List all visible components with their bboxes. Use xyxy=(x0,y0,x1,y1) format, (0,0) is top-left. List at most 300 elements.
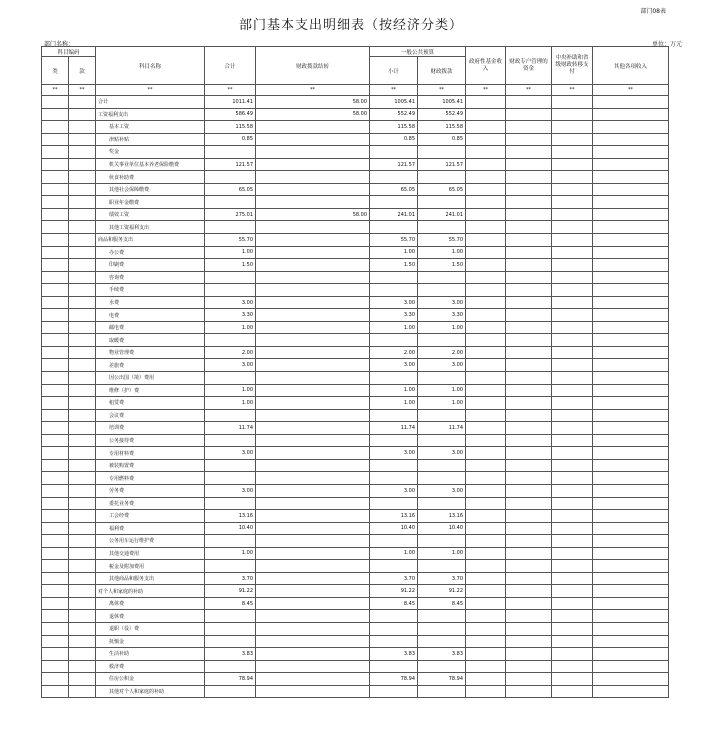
special-account-cell xyxy=(506,259,552,272)
fiscal-cell xyxy=(418,146,466,159)
lei-cell xyxy=(42,108,69,121)
carryover-cell xyxy=(256,146,370,159)
special-account-cell xyxy=(506,246,552,259)
lei-cell xyxy=(42,309,69,322)
special-account-cell xyxy=(506,434,552,447)
total-cell xyxy=(205,434,256,447)
subject-name-header: 科目名称 xyxy=(96,47,205,85)
kuan-cell xyxy=(69,535,96,548)
special-account-cell xyxy=(506,133,552,146)
fiscal-cell: 1005.41 xyxy=(418,96,466,109)
transfer-cell xyxy=(552,572,593,585)
subtotal-cell: 11.74 xyxy=(370,422,418,435)
carryover-cell xyxy=(256,597,370,610)
lei-cell xyxy=(42,673,69,686)
total-cell xyxy=(205,284,256,297)
gov-fund-cell xyxy=(466,648,506,661)
gov-fund-cell xyxy=(466,597,506,610)
other-income-cell xyxy=(593,622,669,635)
subject-name-cell: 委托业务费 xyxy=(96,497,205,510)
special-account-cell xyxy=(506,685,552,698)
fiscal-cell: 3.00 xyxy=(418,484,466,497)
lei-cell xyxy=(42,259,69,272)
lei-cell xyxy=(42,572,69,585)
table-row xyxy=(42,334,669,347)
other-income-cell xyxy=(593,208,669,221)
total-cell xyxy=(205,560,256,573)
subject-name-cell: 其他对个人和家庭的补助 xyxy=(96,685,205,698)
gov-fund-cell xyxy=(466,397,506,410)
total-cell xyxy=(205,146,256,159)
total-cell: 55.70 xyxy=(205,234,256,247)
special-account-cell xyxy=(506,522,552,535)
kuan-cell xyxy=(69,459,96,472)
carryover-cell xyxy=(256,372,370,385)
transfer-cell xyxy=(552,673,593,686)
fiscal-cell: 115.58 xyxy=(418,121,466,134)
fiscal-cell xyxy=(418,459,466,472)
carryover-cell xyxy=(256,622,370,635)
gov-fund-cell xyxy=(466,447,506,460)
other-income-cell xyxy=(593,660,669,673)
subtotal-cell: 1.00 xyxy=(370,321,418,334)
subtotal-cell: 3.00 xyxy=(370,447,418,460)
total-cell xyxy=(205,459,256,472)
subject-name-cell: 劳务费 xyxy=(96,484,205,497)
table-row xyxy=(42,685,669,698)
carryover-cell xyxy=(256,171,370,184)
gov-fund-cell xyxy=(466,673,506,686)
subject-name-cell: 福利费 xyxy=(96,522,205,535)
lei-cell xyxy=(42,422,69,435)
transfer-cell xyxy=(552,183,593,196)
fiscal-cell xyxy=(418,284,466,297)
subtotal-cell: 1.00 xyxy=(370,547,418,560)
fiscal-cell xyxy=(418,610,466,623)
subject-name-cell: 水费 xyxy=(96,296,205,309)
table-row xyxy=(42,472,669,485)
carryover-cell xyxy=(256,585,370,598)
transfer-cell xyxy=(552,208,593,221)
gov-fund-cell xyxy=(466,158,506,171)
fiscal-header: 财政拨款 xyxy=(418,57,466,85)
lei-cell xyxy=(42,96,69,109)
total-cell: 1.00 xyxy=(205,246,256,259)
fiscal-cell: 13.16 xyxy=(418,510,466,523)
subtotal-cell: 65.05 xyxy=(370,183,418,196)
carryover-cell xyxy=(256,309,370,322)
carryover-cell xyxy=(256,409,370,422)
subject-name-cell: 公务接待费 xyxy=(96,434,205,447)
special-account-cell xyxy=(506,146,552,159)
table-row xyxy=(42,271,669,284)
subtotal-cell: 3.83 xyxy=(370,648,418,661)
fiscal-cell: 2.00 xyxy=(418,346,466,359)
total-cell: 1.50 xyxy=(205,259,256,272)
gov-fund-cell xyxy=(466,234,506,247)
fiscal-cell: 3.00 xyxy=(418,447,466,460)
lei-header: 类 xyxy=(42,57,69,85)
total-cell xyxy=(205,409,256,422)
lei-cell xyxy=(42,472,69,485)
lei-cell xyxy=(42,171,69,184)
fiscal-cell: 1.00 xyxy=(418,321,466,334)
special-account-cell xyxy=(506,234,552,247)
fiscal-cell xyxy=(418,635,466,648)
kuan-cell xyxy=(69,359,96,372)
marker-cell: ** xyxy=(205,85,256,96)
marker-cell: ** xyxy=(466,85,506,96)
subject-name-cell: 因公出国（境）费用 xyxy=(96,372,205,385)
special-account-cell xyxy=(506,422,552,435)
other-income-cell xyxy=(593,422,669,435)
lei-cell xyxy=(42,334,69,347)
table-row xyxy=(42,183,669,196)
other-income-header: 其他各项收入 xyxy=(593,47,669,85)
other-income-cell xyxy=(593,560,669,573)
other-income-cell xyxy=(593,309,669,322)
special-account-cell xyxy=(506,183,552,196)
kuan-cell xyxy=(69,121,96,134)
other-income-cell xyxy=(593,146,669,159)
subject-name-cell: 绩效工资 xyxy=(96,208,205,221)
transfer-cell xyxy=(552,635,593,648)
gov-fund-cell xyxy=(466,610,506,623)
lei-cell xyxy=(42,660,69,673)
special-account-cell xyxy=(506,472,552,485)
carryover-cell xyxy=(256,522,370,535)
special-account-cell xyxy=(506,221,552,234)
table-code-label: 部门08表 xyxy=(640,8,666,15)
subject-name-cell: 职业年金缴费 xyxy=(96,196,205,209)
transfer-cell xyxy=(552,271,593,284)
other-income-cell xyxy=(593,648,669,661)
gov-fund-cell xyxy=(466,271,506,284)
subject-name-cell: 物业管理费 xyxy=(96,346,205,359)
fiscal-cell xyxy=(418,372,466,385)
transfer-cell xyxy=(552,472,593,485)
table-row xyxy=(42,409,669,422)
gov-fund-cell xyxy=(466,522,506,535)
special-account-cell xyxy=(506,459,552,472)
table-row xyxy=(42,321,669,334)
lei-cell xyxy=(42,246,69,259)
carryover-cell xyxy=(256,447,370,460)
table-row xyxy=(42,522,669,535)
gov-fund-cell xyxy=(466,246,506,259)
lei-cell xyxy=(42,510,69,523)
subject-name-cell: 手续费 xyxy=(96,284,205,297)
special-account-cell xyxy=(506,497,552,510)
special-account-cell xyxy=(506,447,552,460)
marker-cell: ** xyxy=(552,85,593,96)
table-row xyxy=(42,234,669,247)
subtotal-cell xyxy=(370,284,418,297)
kuan-cell xyxy=(69,434,96,447)
carryover-cell xyxy=(256,572,370,585)
subtotal-cell: 3.00 xyxy=(370,296,418,309)
lei-cell xyxy=(42,234,69,247)
kuan-cell xyxy=(69,334,96,347)
table-row xyxy=(42,610,669,623)
gov-fund-cell xyxy=(466,334,506,347)
special-account-cell xyxy=(506,208,552,221)
carryover-cell xyxy=(256,459,370,472)
other-income-cell xyxy=(593,597,669,610)
subtotal-cell: 1.00 xyxy=(370,397,418,410)
carryover-cell xyxy=(256,434,370,447)
table-row xyxy=(42,660,669,673)
special-account-cell xyxy=(506,158,552,171)
carryover-cell xyxy=(256,660,370,673)
carryover-cell xyxy=(256,284,370,297)
subtotal-cell xyxy=(370,610,418,623)
gov-fund-cell xyxy=(466,409,506,422)
subtotal-cell: 241.01 xyxy=(370,208,418,221)
gov-fund-cell xyxy=(466,284,506,297)
gov-fund-cell xyxy=(466,196,506,209)
kuan-cell xyxy=(69,372,96,385)
total-cell: 0.85 xyxy=(205,133,256,146)
table-row xyxy=(42,622,669,635)
total-cell xyxy=(205,271,256,284)
department-label: 部门名称： xyxy=(44,41,75,48)
carryover-cell xyxy=(256,635,370,648)
lei-cell xyxy=(42,146,69,159)
table-row xyxy=(42,146,669,159)
subject-name-cell: 维修（护）费 xyxy=(96,384,205,397)
kuan-cell xyxy=(69,635,96,648)
carryover-cell xyxy=(256,547,370,560)
total-cell xyxy=(205,497,256,510)
carryover-cell xyxy=(256,397,370,410)
gov-fund-header: 政府性基金收入 xyxy=(466,47,506,85)
fiscal-cell xyxy=(418,334,466,347)
total-cell xyxy=(205,334,256,347)
transfer-cell xyxy=(552,409,593,422)
table-row xyxy=(42,309,669,322)
other-income-cell xyxy=(593,96,669,109)
kuan-cell xyxy=(69,96,96,109)
kuan-cell xyxy=(69,133,96,146)
fiscal-cell: 241.01 xyxy=(418,208,466,221)
carryover-cell xyxy=(256,484,370,497)
carryover-cell xyxy=(256,648,370,661)
gov-fund-cell xyxy=(466,472,506,485)
transfer-cell xyxy=(552,121,593,134)
subject-name-cell: 合计 xyxy=(96,96,205,109)
table-row xyxy=(42,497,669,510)
lei-cell xyxy=(42,409,69,422)
kuan-cell xyxy=(69,397,96,410)
subject-name-cell: 其他交通费用 xyxy=(96,547,205,560)
gov-fund-cell xyxy=(466,422,506,435)
subtotal-cell: 552.49 xyxy=(370,108,418,121)
subtotal-cell xyxy=(370,685,418,698)
transfer-cell xyxy=(552,459,593,472)
transfer-cell xyxy=(552,660,593,673)
transfer-cell xyxy=(552,158,593,171)
table-row xyxy=(42,535,669,548)
subject-name-cell: 抚恤金 xyxy=(96,635,205,648)
other-income-cell xyxy=(593,484,669,497)
lei-cell xyxy=(42,434,69,447)
subtotal-cell xyxy=(370,622,418,635)
special-account-cell xyxy=(506,535,552,548)
lei-cell xyxy=(42,196,69,209)
marker-cell: ** xyxy=(69,85,96,96)
fiscal-cell: 3.00 xyxy=(418,359,466,372)
lei-cell xyxy=(42,296,69,309)
fiscal-cell: 121.57 xyxy=(418,158,466,171)
other-income-cell xyxy=(593,133,669,146)
other-income-cell xyxy=(593,610,669,623)
carryover-cell xyxy=(256,221,370,234)
special-account-cell xyxy=(506,96,552,109)
other-income-cell xyxy=(593,259,669,272)
table-row xyxy=(42,484,669,497)
special-account-cell xyxy=(506,510,552,523)
subtotal-cell: 3.30 xyxy=(370,309,418,322)
gov-fund-cell xyxy=(466,510,506,523)
fiscal-cell xyxy=(418,497,466,510)
other-income-cell xyxy=(593,171,669,184)
table-row xyxy=(42,459,669,472)
table-row xyxy=(42,208,669,221)
gov-fund-cell xyxy=(466,183,506,196)
carryover-cell xyxy=(256,472,370,485)
subtotal-cell: 3.70 xyxy=(370,572,418,585)
transfer-cell xyxy=(552,648,593,661)
fiscal-cell xyxy=(418,409,466,422)
gov-fund-cell xyxy=(466,221,506,234)
subtotal-cell: 1.00 xyxy=(370,246,418,259)
table-row xyxy=(42,397,669,410)
subtotal-cell: 91.22 xyxy=(370,585,418,598)
table-row xyxy=(42,196,669,209)
table-row xyxy=(42,96,669,109)
kuan-cell xyxy=(69,685,96,698)
kuan-cell xyxy=(69,234,96,247)
special-account-cell xyxy=(506,610,552,623)
total-cell: 11.74 xyxy=(205,422,256,435)
kuan-cell xyxy=(69,610,96,623)
total-cell xyxy=(205,660,256,673)
transfer-cell xyxy=(552,447,593,460)
gov-fund-cell xyxy=(466,96,506,109)
subtotal-cell: 13.16 xyxy=(370,510,418,523)
subject-name-cell: 邮电费 xyxy=(96,321,205,334)
subtotal-cell xyxy=(370,459,418,472)
kuan-cell xyxy=(69,346,96,359)
subtotal-cell: 121.57 xyxy=(370,158,418,171)
lei-cell xyxy=(42,284,69,297)
total-cell: 91.22 xyxy=(205,585,256,598)
special-account-cell xyxy=(506,321,552,334)
gov-fund-cell xyxy=(466,660,506,673)
fiscal-cell: 1.50 xyxy=(418,259,466,272)
table-row xyxy=(42,284,669,297)
gov-fund-cell xyxy=(466,108,506,121)
expenditure-table xyxy=(41,46,669,698)
carryover-cell xyxy=(256,296,370,309)
gov-fund-cell xyxy=(466,484,506,497)
subject-name-cell: 工会经费 xyxy=(96,510,205,523)
total-cell xyxy=(205,221,256,234)
subject-name-cell: 工资福利支出 xyxy=(96,108,205,121)
subject-name-cell: 离休费 xyxy=(96,597,205,610)
table-row xyxy=(42,346,669,359)
lei-cell xyxy=(42,610,69,623)
fiscal-cell: 3.83 xyxy=(418,648,466,661)
subject-name-cell: 奖金 xyxy=(96,146,205,159)
special-account-cell xyxy=(506,409,552,422)
transfer-cell xyxy=(552,622,593,635)
total-cell: 10.40 xyxy=(205,522,256,535)
marker-cell: ** xyxy=(96,85,205,96)
special-account-cell xyxy=(506,384,552,397)
other-income-cell xyxy=(593,296,669,309)
special-account-cell xyxy=(506,284,552,297)
subtotal-cell: 0.85 xyxy=(370,133,418,146)
transfer-cell xyxy=(552,384,593,397)
carryover-cell xyxy=(256,384,370,397)
other-income-cell xyxy=(593,685,669,698)
carryover-cell xyxy=(256,673,370,686)
table-row xyxy=(42,597,669,610)
fiscal-cell xyxy=(418,560,466,573)
lei-cell xyxy=(42,560,69,573)
table-row xyxy=(42,133,669,146)
fiscal-cell: 3.30 xyxy=(418,309,466,322)
total-cell: 1.00 xyxy=(205,384,256,397)
total-cell xyxy=(205,171,256,184)
subject-name-cell: 救济费 xyxy=(96,660,205,673)
total-cell: 3.30 xyxy=(205,309,256,322)
gov-fund-cell xyxy=(466,359,506,372)
lei-cell xyxy=(42,221,69,234)
transfer-cell xyxy=(552,196,593,209)
table-row xyxy=(42,221,669,234)
fiscal-cell: 91.22 xyxy=(418,585,466,598)
other-income-cell xyxy=(593,535,669,548)
subtotal-cell: 1.00 xyxy=(370,384,418,397)
lei-cell xyxy=(42,447,69,460)
other-income-cell xyxy=(593,397,669,410)
table-row xyxy=(42,296,669,309)
table-row xyxy=(42,359,669,372)
lei-cell xyxy=(42,359,69,372)
transfer-cell xyxy=(552,133,593,146)
table-row xyxy=(42,447,669,460)
special-account-cell xyxy=(506,622,552,635)
special-account-cell xyxy=(506,484,552,497)
kuan-cell xyxy=(69,271,96,284)
carryover-cell xyxy=(256,246,370,259)
subject-name-cell: 对个人和家庭的补助 xyxy=(96,585,205,598)
fiscal-cell xyxy=(418,685,466,698)
other-income-cell xyxy=(593,635,669,648)
other-income-cell xyxy=(593,472,669,485)
transfer-cell xyxy=(552,434,593,447)
other-income-cell xyxy=(593,547,669,560)
transfer-cell xyxy=(552,221,593,234)
total-cell: 1011.41 xyxy=(205,96,256,109)
carryover-cell xyxy=(256,610,370,623)
subject-name-cell: 商品和服务支出 xyxy=(96,234,205,247)
transfer-cell xyxy=(552,321,593,334)
special-account-cell xyxy=(506,108,552,121)
